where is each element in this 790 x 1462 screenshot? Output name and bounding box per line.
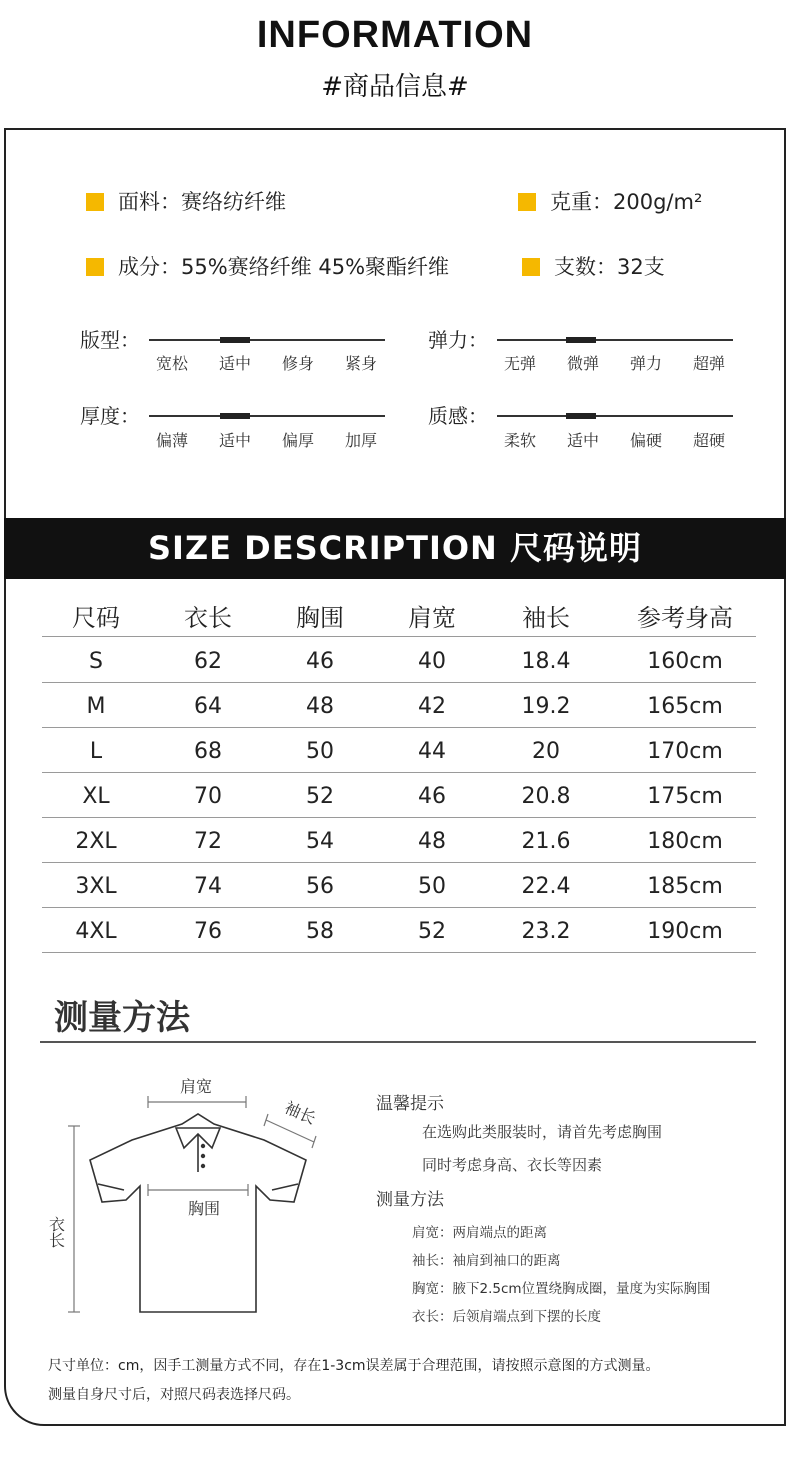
sleeve-label: 袖长 <box>281 1097 319 1129</box>
fit-scale-marker <box>220 337 250 343</box>
size-table-cell: 50 <box>306 739 334 764</box>
size-table-cell: 4XL <box>75 919 117 944</box>
size-table-cell: 48 <box>418 829 446 854</box>
thickness-scale-marker <box>220 413 250 419</box>
size-table-header: 尺码 <box>72 604 120 632</box>
size-table-cell: 62 <box>194 649 222 674</box>
table-divider <box>42 952 756 953</box>
button-icon <box>201 1144 205 1148</box>
tip-line: 同时考虑身高、衣长等因素 <box>422 1156 603 1174</box>
weight-text: 克重：200g/m² <box>550 190 703 214</box>
table-divider <box>42 727 756 728</box>
fabric-attribute <box>86 186 286 216</box>
texture-scale-marker <box>566 413 596 419</box>
size-table-cell: 68 <box>194 739 222 764</box>
polo-shirt-diagram <box>40 1068 340 1324</box>
texture-option: 柔软 <box>503 431 536 450</box>
square-bullet-icon <box>518 193 536 211</box>
size-table-cell: 3XL <box>75 874 117 899</box>
shoulder-label: 肩宽 <box>179 1077 213 1096</box>
size-table-cell: 52 <box>306 784 334 809</box>
size-table-cell: 76 <box>194 919 222 944</box>
size-table-cell: 170cm <box>647 739 723 764</box>
size-table-cell: M <box>86 694 106 719</box>
texture-scale-track <box>497 415 733 417</box>
button-icon <box>201 1164 205 1168</box>
button-icon <box>201 1154 205 1158</box>
fabric-text: 面料：赛络纺纤维 <box>118 190 286 214</box>
tips-title: 温馨提示 <box>376 1094 444 1114</box>
size-table-header: 袖长 <box>522 604 570 632</box>
size-table-cell: 160cm <box>647 649 723 674</box>
weight-attribute <box>518 186 702 216</box>
size-table-cell: 180cm <box>647 829 723 854</box>
chest-label: 胸围 <box>187 1199 221 1218</box>
size-table-cell: 70 <box>194 784 222 809</box>
table-divider <box>42 817 756 818</box>
thickness-scale-label: 厚度： <box>80 404 140 428</box>
elasticity-scale-label: 弹力： <box>428 328 488 352</box>
size-table-cell: 20 <box>532 739 560 764</box>
size-table-cell: 72 <box>194 829 222 854</box>
size-table-cell: 23.2 <box>521 919 571 944</box>
size-table-cell: 21.6 <box>521 829 571 854</box>
size-table-cell: 54 <box>306 829 334 854</box>
size-table-cell: 48 <box>306 694 334 719</box>
measure-title: 测量方法 <box>54 998 190 1038</box>
size-table-cell: 46 <box>306 649 334 674</box>
size-description-banner: SIZE DESCRIPTION 尺码说明 <box>4 518 786 579</box>
table-divider <box>42 636 756 637</box>
page-subtitle: #商品信息# <box>321 72 469 102</box>
square-bullet-icon <box>86 193 104 211</box>
method-line: 袖长：袖肩到袖口的距离 <box>412 1253 561 1269</box>
size-table-cell: 40 <box>418 649 446 674</box>
size-table-cell: 50 <box>418 874 446 899</box>
yarn-count-attribute <box>522 251 665 281</box>
footer-note: 测量自身尺寸后，对照尺码表选择尺码。 <box>48 1387 300 1403</box>
method-line: 肩宽：两肩端点的距离 <box>412 1225 547 1241</box>
composition-text: 成分：55%赛络纤维 45%聚酯纤维 <box>118 255 450 279</box>
size-table-cell: 175cm <box>647 784 723 809</box>
thickness-option: 适中 <box>218 431 251 450</box>
length-label: 衣长 <box>46 1216 66 1248</box>
texture-option: 偏硬 <box>629 431 662 450</box>
table-divider <box>42 772 756 773</box>
elasticity-option: 超弹 <box>692 354 725 373</box>
size-table-cell: 2XL <box>75 829 117 854</box>
fit-option: 适中 <box>218 354 251 373</box>
size-table-header: 胸围 <box>296 604 344 632</box>
fit-option: 修身 <box>281 354 314 373</box>
thickness-option: 加厚 <box>344 431 377 450</box>
texture-option: 适中 <box>566 431 599 450</box>
size-table-cell: 58 <box>306 919 334 944</box>
size-table-cell: 185cm <box>647 874 723 899</box>
size-table-cell: 52 <box>418 919 446 944</box>
fit-option: 紧身 <box>344 354 377 373</box>
size-table-header: 肩宽 <box>408 604 456 632</box>
size-table-cell: S <box>89 649 103 674</box>
elasticity-option: 无弹 <box>503 354 536 373</box>
fit-option: 宽松 <box>155 354 188 373</box>
size-table-cell: XL <box>82 784 110 809</box>
size-table-cell: 22.4 <box>521 874 571 899</box>
size-table-cell: 46 <box>418 784 446 809</box>
size-table-cell: 190cm <box>647 919 723 944</box>
composition-attribute <box>86 251 449 281</box>
size-table-cell: 44 <box>418 739 446 764</box>
size-table-cell: 19.2 <box>521 694 571 719</box>
method-title: 测量方法 <box>376 1190 444 1210</box>
table-divider <box>42 682 756 683</box>
table-divider <box>42 907 756 908</box>
thickness-scale-track <box>149 415 385 417</box>
method-line: 胸宽：腋下2.5cm位置绕胸成圈，量度为实际胸围 <box>412 1281 711 1297</box>
fit-scale-track <box>149 339 385 341</box>
square-bullet-icon <box>86 258 104 276</box>
elasticity-option: 微弹 <box>566 354 599 373</box>
size-table-cell: 64 <box>194 694 222 719</box>
size-table-cell: 56 <box>306 874 334 899</box>
footer-note: 尺寸单位：cm，因手工测量方式不同，存在1-3cm误差属于合理范围，请按照示意图的方式测量。 <box>48 1358 660 1374</box>
size-table-cell: 74 <box>194 874 222 899</box>
size-table-cell: 18.4 <box>521 649 571 674</box>
texture-scale-label: 质感： <box>428 404 488 428</box>
table-divider <box>42 862 756 863</box>
yarn-count-text: 支数：32支 <box>554 255 665 279</box>
size-table-cell: 165cm <box>647 694 723 719</box>
elasticity-option: 弹力 <box>629 354 662 373</box>
method-line: 衣长：后领肩端点到下摆的长度 <box>412 1309 601 1325</box>
size-table-cell: 42 <box>418 694 446 719</box>
thickness-option: 偏薄 <box>155 431 188 450</box>
elasticity-scale-track <box>497 339 733 341</box>
elasticity-scale-marker <box>566 337 596 343</box>
size-table-header: 参考身高 <box>637 604 733 632</box>
page-title: INFORMATION <box>256 14 534 56</box>
size-table-cell: L <box>89 739 103 764</box>
tip-line: 在选购此类服装时，请首先考虑胸围 <box>422 1123 663 1141</box>
thickness-option: 偏厚 <box>281 431 314 450</box>
measure-divider <box>40 1041 756 1043</box>
size-table-header: 衣长 <box>184 604 232 632</box>
size-table-cell: 20.8 <box>521 784 571 809</box>
square-bullet-icon <box>522 258 540 276</box>
fit-scale-label: 版型： <box>80 328 140 352</box>
texture-option: 超硬 <box>692 431 725 450</box>
